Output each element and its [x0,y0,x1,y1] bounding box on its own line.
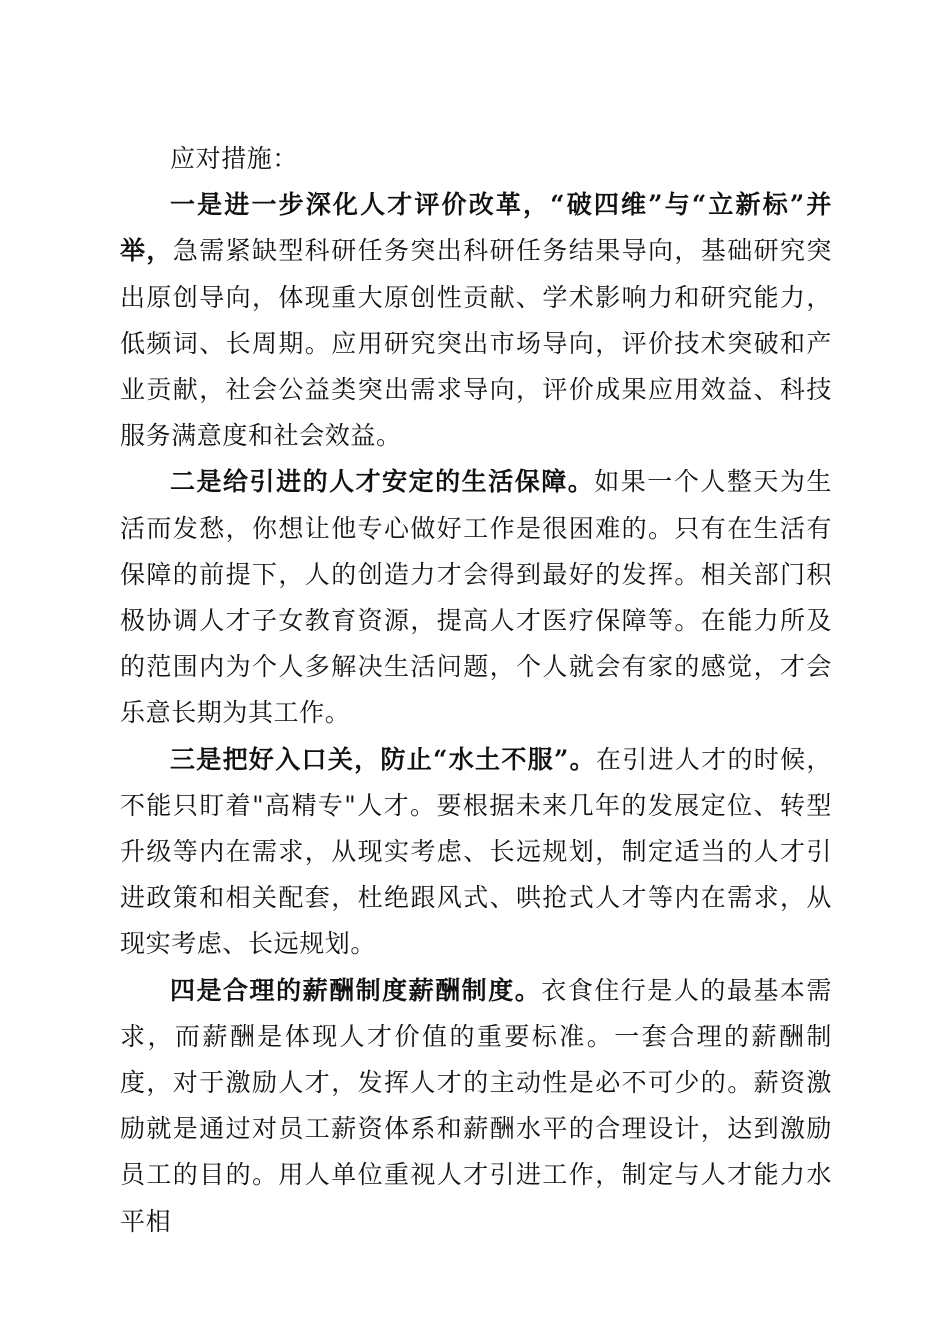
paragraph-4-body: 衣食住行是人的最基本需求，而薪酬是体现人才价值的重要标准。一套合理的薪酬制度，对于激励人才，发挥人才的主动性是必不可少的。薪资激励就是通过对员工薪资体系和薪酬水平的合理设计，达到激励员工的目的。用人单位重视人才引进工作，制定与人才能力水平相 [120,975,832,1236]
paragraph-2 [120,459,832,736]
paragraph-1-lead: 一是进一步深化人才评价改革，“破四维”与“立新标”并举， [120,190,832,266]
paragraph-3-lead: 三是把好入口关，防止“水土不服”。 [170,744,596,774]
paragraph-3-body: 在引进人才的时候，不能只盯着"高精专"人才。要根据未来几年的发展定位、转型升级等内在需求，从现实考虑、长远规划，制定适当的人才引进政策和相关配套，杜绝跟风式、哄抢式人才等内在需求，从现实考虑、长远规划。 [120,744,832,959]
paragraph-3 [120,737,832,968]
paragraph-2-body: 如果一个人整天为生活而发愁，你想让他专心做好工作是很困难的。只有在生活有保障的前提下，人的创造力才会得到最好的发挥。相关部门积极协调人才子女教育资源，提高人才医疗保障等。在能力所及的范围内为个人多解决生活问题，个人就会有家的感觉，才会乐意长期为其工作。 [120,467,832,728]
document-body [120,136,832,1245]
paragraph-1 [120,182,832,459]
paragraph-4-lead: 四是合理的薪酬制度薪酬制度。 [170,975,542,1005]
paragraph-1-body: 急需紧缺型科研任务突出科研任务结果导向，基础研究突出原创导向，体现重大原创性贡献、学术影响力和研究能力，低频词、长周期。应用研究突出市场导向，评价技术突破和产业贡献，社会公益类突出需求导向，评价成果应用效益、科技服务满意度和社会效益。 [120,236,832,451]
section-heading [120,136,832,182]
section-heading-text: 应对措施： [170,144,299,173]
paragraph-4 [120,968,832,1245]
paragraph-2-lead: 二是给引进的人才安定的生活保障。 [170,467,595,497]
